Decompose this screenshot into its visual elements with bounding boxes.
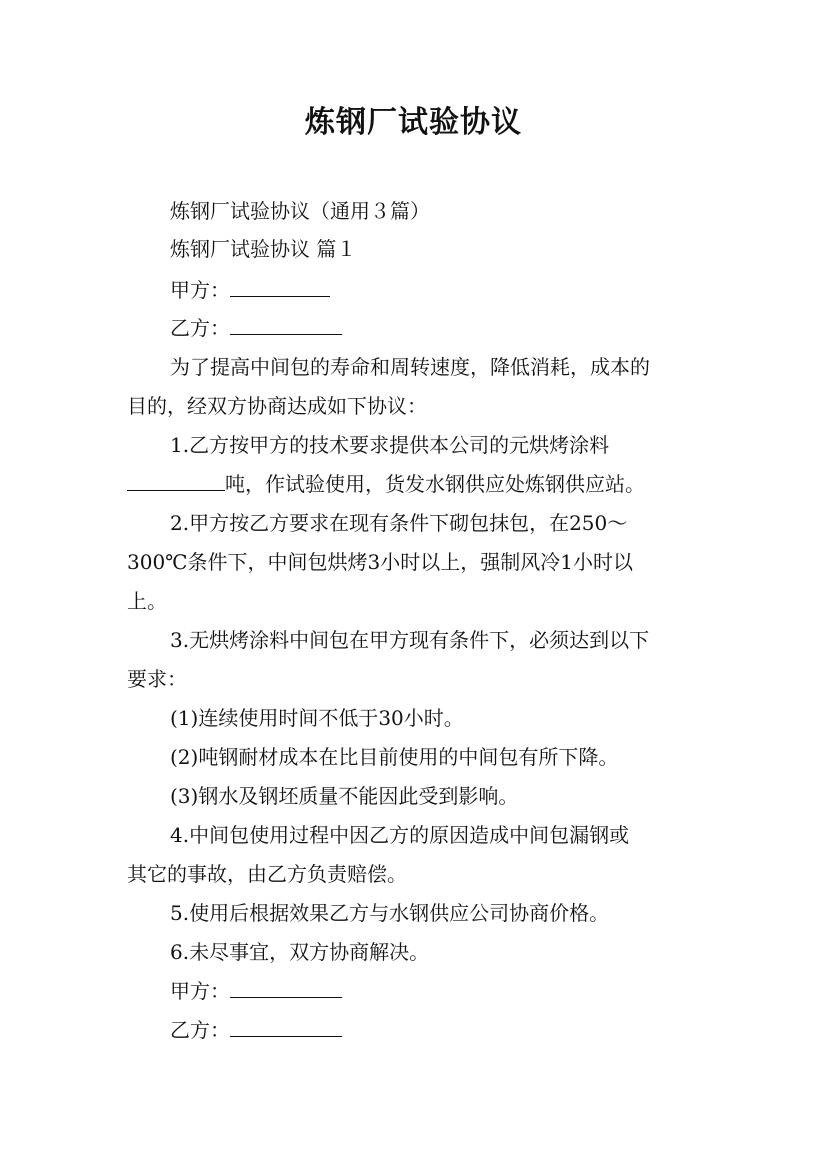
party-a-label: 甲方： [170,278,230,302]
sign-party-a-label: 甲方： [170,979,230,1003]
item2-line-2: 300℃条件下，中间包烘烤3小时以上，强制风冷1小时以 [127,550,633,574]
sign-party-b-line [170,1017,710,1043]
item4-line-1: 4.中间包使用过程中因乙方的原因造成中间包漏钢或 [170,823,630,847]
requirement-1: (1)连续使用时间不低于30小时。 [170,706,464,730]
item6: 6.未尽事宜，双方协商解决。 [170,940,430,964]
party-a-blank [230,278,330,297]
item2-line-3: 上。 [127,589,167,613]
requirement-3: (3)钢水及钢坯质量不能因此受到影响。 [170,784,519,808]
item5: 5.使用后根据效果乙方与水钢供应公司协商价格。 [170,901,610,925]
item1-line-2 [127,471,707,497]
party-b-label: 乙方： [170,316,230,340]
tonnage-blank [127,472,225,491]
intro-line-2: 目的，经双方协商达成如下协议： [127,394,427,418]
party-b-line [170,315,710,341]
sign-party-b-label: 乙方： [170,1018,230,1042]
sign-party-a-blank [230,979,342,998]
intro-line-1: 为了提高中间包的寿命和周转速度，降低消耗，成本的 [170,355,650,379]
requirement-2: (2)吨钢耐材成本在比目前使用的中间包有所下降。 [170,745,619,769]
item3-line-2: 要求： [127,667,187,691]
party-b-blank [230,316,342,335]
sign-party-b-blank [230,1018,342,1037]
document-subtitle: 炼钢厂试验协议（通用３篇） [170,199,430,223]
item1-line-1: 1.乙方按甲方的技术要求提供本公司的元烘烤涂料 [170,433,610,457]
item4-line-2: 其它的事故，由乙方负责赔偿。 [127,862,407,886]
item1-line-2-text: 吨，作试验使用，货发水钢供应处炼钢供应站。 [225,472,645,496]
sign-party-a-line [170,978,710,1004]
item2-line-1: 2.甲方按乙方要求在现有条件下砌包抹包，在250～ [170,511,628,535]
section-heading: 炼钢厂试验协议 篇１ [170,237,357,261]
document-title: 炼钢厂试验协议 [305,105,522,140]
item3-line-1: 3.无烘烤涂料中间包在甲方现有条件下，必须达到以下 [170,628,650,652]
party-a-line [170,277,710,303]
